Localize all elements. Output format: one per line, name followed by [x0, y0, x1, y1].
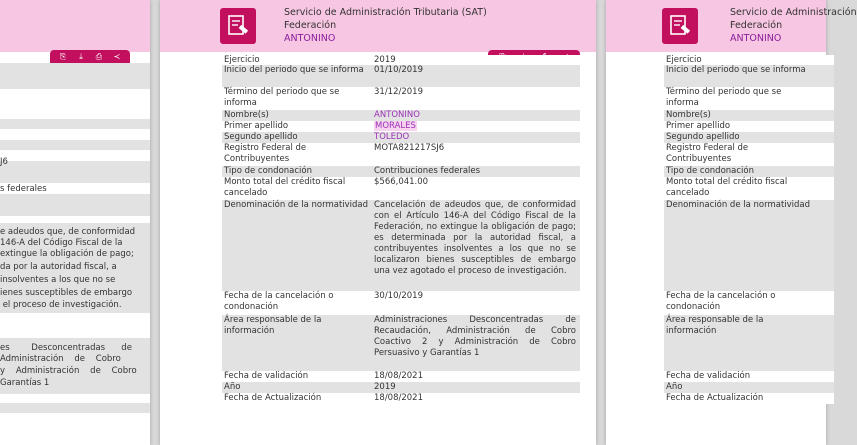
row-label: Ejercicio: [224, 55, 260, 65]
table-row: [664, 55, 834, 65]
table-row: [222, 177, 580, 200]
card-toolbar: [50, 50, 130, 63]
left-area-fragment-2: y Administración de Cobro: [0, 366, 137, 376]
row-value: TOLEDO: [374, 132, 410, 142]
table-row: [664, 371, 834, 382]
record-card-right: [606, 0, 857, 445]
table-row: [222, 110, 580, 121]
left-area-fragment-1: Administración de Cobro: [0, 354, 121, 364]
row-value: MORALES: [375, 121, 416, 131]
table-row: [222, 55, 580, 65]
row-label: Año: [224, 382, 241, 392]
row-value: $566,041.00: [374, 177, 429, 187]
table-row: [222, 382, 580, 393]
download-icon[interactable]: ⤓: [79, 51, 83, 61]
table-row: [222, 200, 580, 291]
row-label: Inicio del periodo que se informa: [224, 65, 364, 75]
card-header: [0, 0, 150, 52]
row-label: Segundo apellido: [666, 132, 740, 142]
row-label: Monto total del crédito fiscal cancelado: [666, 177, 788, 198]
row-value: 30/10/2019: [374, 291, 423, 301]
row-value: Administraciones Desconcentradas de Recaudación, Administración de Cobro Coactivo 2 y Administración de Cobro Persuasivo y Garantías 1: [374, 315, 576, 358]
table-row: [222, 87, 580, 110]
left-rfc-fragment: J6: [0, 157, 8, 167]
row-label: Área responsable de la información: [224, 315, 322, 336]
header-org: Servicio de Administración: [730, 7, 857, 18]
left-denom-fragment-3: da por la autoridad fiscal, a: [0, 262, 117, 272]
header-level: Federación: [284, 20, 337, 31]
row-label: Inicio del periodo que se informa: [666, 65, 806, 75]
left-area-fragment-3: Garantías 1: [0, 378, 50, 388]
row-label: Término del periodo que se informa: [224, 87, 340, 108]
record-card: [160, 0, 596, 445]
table-row: [664, 166, 834, 177]
share-icon[interactable]: ≺: [113, 52, 121, 61]
card-header: [606, 0, 857, 52]
row-label: Año: [666, 382, 683, 392]
left-denom-fragment-2: extingue la obligación de pago;: [0, 249, 134, 259]
table-row: [664, 87, 834, 110]
table-row: [222, 143, 580, 166]
header-person: ANTONINO: [730, 33, 782, 44]
table-row: [222, 291, 580, 315]
table-row: [664, 291, 834, 315]
card-header: [160, 0, 596, 52]
table-row: [222, 315, 580, 371]
row-label: Ejercicio: [666, 55, 702, 65]
table-row: [664, 121, 834, 132]
header-person: ANTONINO: [284, 33, 336, 44]
row-label: Fecha de Actualización: [666, 393, 764, 403]
row-label: Registro Federal de Contribuyentes: [666, 143, 749, 164]
table-row: [664, 393, 834, 404]
record-table: [664, 55, 834, 404]
row-value: 01/10/2019: [374, 65, 423, 75]
row-label: Tipo de condonación: [224, 166, 312, 176]
row-label: Primer apellido: [224, 121, 289, 131]
table-row: [664, 65, 834, 87]
table-row: [664, 110, 834, 121]
print-icon[interactable]: ⎙: [95, 51, 103, 61]
table-row: [222, 65, 580, 87]
table-row: [222, 371, 580, 382]
row-label: Nombre(s): [666, 110, 711, 120]
record-card-left: [0, 0, 150, 445]
left-denom-fragment-1: 146-A del Código Fiscal de la: [0, 238, 123, 248]
left-denom-fragment-0: e adeudos que, de conformidad: [0, 227, 136, 237]
table-row: [222, 121, 580, 132]
row-value: 18/08/2021: [374, 371, 423, 381]
row-label: Registro Federal de Contribuyentes: [224, 143, 307, 164]
row-value: ANTONINO: [374, 110, 420, 120]
table-row: [664, 200, 834, 291]
header-org: Servicio de Administración Tributaria (SAT): [284, 7, 487, 18]
row-value: MOTA821217SJ6: [374, 143, 445, 153]
row-value: 2019: [374, 55, 396, 65]
row-label: Monto total del crédito fiscal cancelado: [224, 177, 346, 198]
left-tipo-fragment: s federales: [0, 184, 47, 194]
left-area-fragment-0: es Desconcentradas de: [0, 343, 132, 353]
left-denom-fragment-6: el proceso de investigación.: [0, 300, 122, 310]
row-label: Fecha de la cancelación o condonación: [666, 291, 776, 312]
table-row: [664, 382, 834, 393]
row-value: Cancelación de adeudos que, de conformidad con el Artículo 146-A del Código Fiscal de la Federación, no extingue la obligación de pago; es determinada por la autoridad fiscal, a contribuyentes insolventes a los que no se localizaron bienes susceptibles de embargo una vez agotado el proceso de investigación.: [374, 200, 576, 276]
row-value: 31/12/2019: [374, 87, 423, 97]
table-row: [222, 393, 580, 404]
left-denom-fragment-5: ienes susceptibles de embargo: [0, 288, 133, 298]
compare-icon[interactable]: ⎘: [59, 51, 67, 61]
table-row: [664, 177, 834, 200]
row-label: Fecha de la cancelación o condonación: [224, 291, 334, 312]
row-value: 2019: [374, 382, 396, 392]
header-level: Federación: [730, 20, 783, 31]
row-label: Denominación de la normatividad: [224, 200, 369, 210]
row-value: 18/08/2021: [374, 393, 423, 403]
document-gavel-icon: [220, 8, 256, 44]
row-label: Fecha de validación: [666, 371, 751, 381]
row-label: Término del periodo que se informa: [666, 87, 782, 108]
table-row: [222, 132, 580, 143]
table-row: [664, 143, 834, 166]
row-label: Fecha de validación: [224, 371, 309, 381]
table-row: [664, 315, 834, 371]
left-denom-fragment-4: insolventes a los que no se: [0, 275, 116, 285]
row-label: Fecha de Actualización: [224, 393, 322, 403]
row-value: Contribuciones federales: [374, 166, 481, 176]
row-label: Tipo de condonación: [666, 166, 754, 176]
table-row: [222, 166, 580, 177]
row-label: Segundo apellido: [224, 132, 298, 142]
document-gavel-icon: [662, 8, 698, 44]
row-label: Primer apellido: [666, 121, 731, 131]
record-table: [222, 55, 580, 404]
row-label: Área responsable de la información: [666, 315, 764, 336]
table-row: [664, 132, 834, 143]
row-label: Nombre(s): [224, 110, 269, 120]
row-label: Denominación de la normatividad: [666, 200, 811, 210]
